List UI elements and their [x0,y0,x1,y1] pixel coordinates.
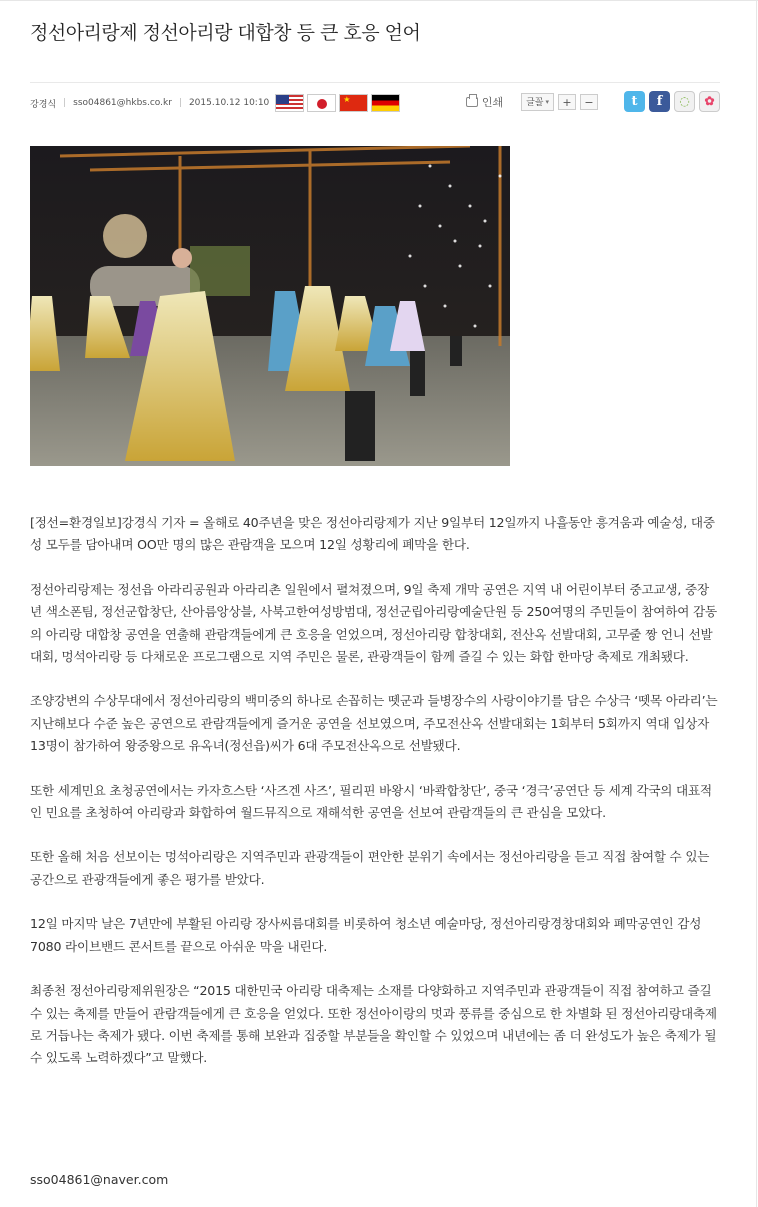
meta-separator: | [63,98,67,108]
social-share [624,91,720,112]
print-label: 인쇄 [481,95,504,109]
publish-datetime: 2015.10.12 10:10 [188,98,270,108]
twitter-icon[interactable]: t [624,91,645,112]
body-paragraph: 정선아리랑제는 정선읍 아라리공원과 아라리촌 일원에서 펼쳐졌으며, 9일 축제 개막 공연은 지역 내 어린이부터 중고교생, 중장년 색소폰팀, 정선군합창단, 산아름앙상블, 사북고한여성방범대, 정선군립아리랑예술단원 등 250여명의 주민들이 참여하여 감동의 아리랑 대합창 공연을 연출해 관람객들에게 큰 호응을 얻었으며, 정선아리랑 합창대회, 전산옥 선발대회, 고무줄 짱 언니 선발대회, 멍석아리랑 등 다채로운 프로그램으로 지역 주민은 물론, 관광객들이 함께 즐길 수 있는 화합 한마당 축제로 개최됐다. [30,581,717,665]
title-divider [30,82,720,83]
author-name: 강경식 [30,99,57,110]
right-border [756,0,757,1207]
japan-flag-icon[interactable] [307,94,336,112]
body-paragraph: 12일 마지막 날은 7년만에 부활된 아리랑 장사씨름대회를 비롯하여 청소년 예술마당, 정선아리랑경창대회와 폐막공연인 감성 7080 라이브밴드 콘서트를 끝으로 아쉬운 막을 내린다. [30,916,702,954]
author-email[interactable]: sso04861@hkbs.co.kr [73,98,172,108]
body-paragraph: 최종천 정선아리랑제위원장은 “2015 대한민국 아리랑 대축제는 소재를 다양화하고 지역주민과 관광객들이 직접 참여하고 즐길 수 있는 축제를 만들어 관람객들에게 큰 호응을 얻었다. 또한 정선아이랑의 멋과 풍류를 중심으로 한 차별화 된 정선아리랑대축제로 거듭나는 축제가 됐다. 이번 축제를 통해 보완과 집중할 부분들을 확인할 수 있었으며 내년에는 좀 더 완성도가 높은 축제가 될 수 있도록 노력하겠다”고 말했다. [30,983,717,1066]
translation-flags [275,94,400,112]
article-meta [30,96,400,110]
body-paragraph: [정선=환경일보]강경식 기자 = 올해로 40주년을 맞은 정선아리랑제가 지난 9일부터 12일까지 나흘동안 흥겨움과 예술성, 대중성 모두를 담아내며 OO만 명의 많은 관람객을 모으며 12일 성황리에 폐막을 한다. [30,515,715,553]
article-tools [466,91,720,112]
font-decrease-button[interactable]: − [580,94,598,110]
body-paragraph: 조양강변의 수상무대에서 정선아리랑의 백미중의 하나로 손꼽히는 뗏군과 들병장수의 사랑이야기를 담은 수상극 ‘뗏목 아라리’는 지난해보다 수준 높은 공연으로 관람객들에게 즐거운 공연을 선보였으며, 주모전산옥 선발대회는 1회부터 5회까지 역대 입상자 13명이 참가하여 왕중왕으로 유옥녀(정선읍)씨가 6대 주모전산옥으로 선발됐다. [30,693,718,754]
kakaostory-icon[interactable]: ✿ [699,91,720,112]
china-flag-icon[interactable] [339,94,368,112]
article-photo [30,146,510,466]
body-paragraph: 또한 올해 처음 선보이는 멍석아리랑은 지역주민과 관광객들이 편안한 분위기 속에서는 정선아리랑을 듣고 직접 참여할 수 있는 공간으로 관광객들에게 좋은 평가를 받았다. [30,849,710,887]
font-increase-button[interactable]: + [558,94,576,110]
facebook-icon[interactable]: f [649,91,670,112]
festival-stage-photo [30,146,510,466]
body-paragraph: 또한 세계민요 초청공연에서는 카자흐스탄 ‘사즈겐 사즈’, 필리핀 바왕시 ‘바콱합창단’, 중국 ‘경극’공연단 등 세계 각국의 대표적인 민요를 초청하여 아리랑과 화합하여 월드뮤직으로 재해석한 공연을 선보여 관람객들의 큰 관심을 모았다. [30,782,712,821]
top-border [0,0,758,1]
us-flag-icon[interactable] [275,94,304,112]
article-body [30,512,720,1092]
kakaotalk-icon[interactable]: ◌ [674,91,695,112]
reporter-email[interactable]: sso04861@naver.com [30,1172,169,1187]
meta-separator: | [178,98,182,108]
germany-flag-icon[interactable] [371,94,400,112]
print-button[interactable] [466,94,503,110]
font-label: 글꼴 [526,98,544,108]
font-select[interactable] [521,93,554,111]
chevron-down-icon: ▾ [545,97,549,106]
article-title: 정선아리랑제 정선아리랑 대합창 등 큰 호응 얻어 [30,22,421,44]
printer-icon [466,97,478,107]
